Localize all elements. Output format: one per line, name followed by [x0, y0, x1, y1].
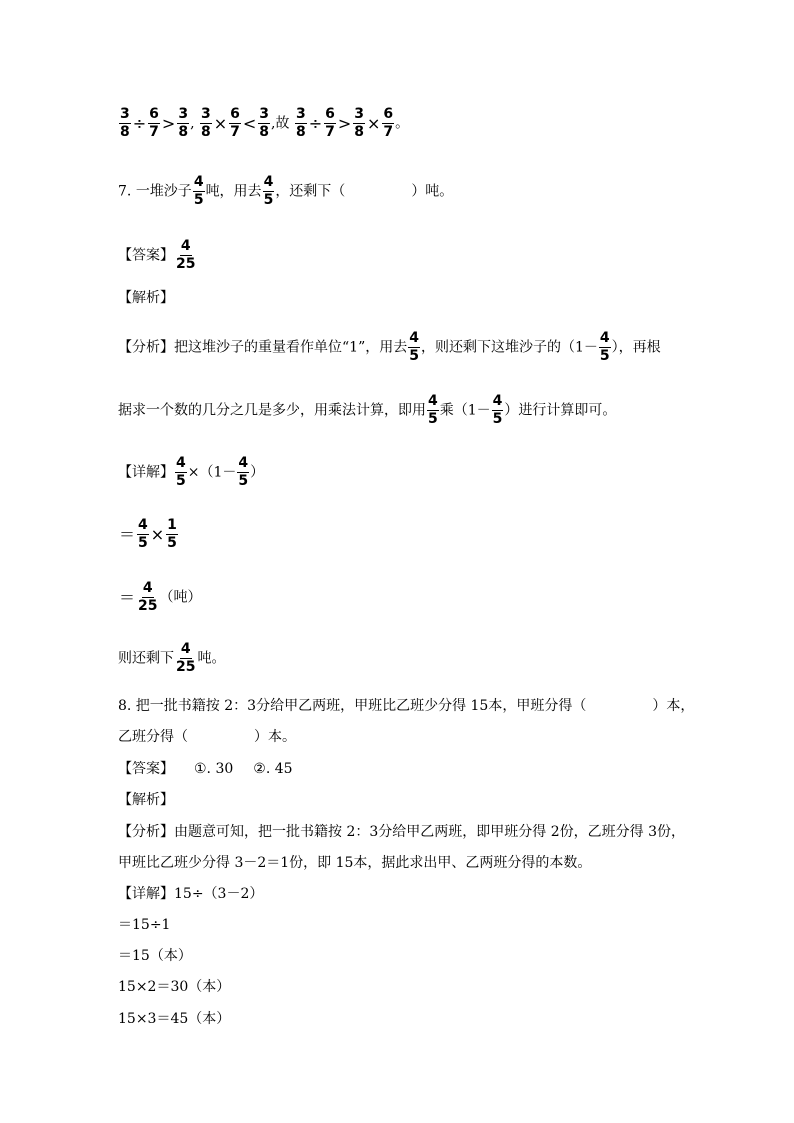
fraction: $\frac{4}{5}$ — [176, 455, 186, 489]
fraction: $\frac{4}{5}$ — [428, 393, 438, 427]
fraction: $\frac{3}{8}$ — [200, 106, 211, 140]
fraction: $\frac{4}{25}$ — [138, 580, 158, 614]
fraction: $\frac{6}{7}$ — [230, 106, 240, 140]
fraction: $\frac{4}{5}$ — [409, 330, 419, 364]
analysis-heading-8: 【解析】 — [118, 792, 174, 808]
analysis-7-line2: 据求一个数的几分之几是多少，用乘法计算，即用 $\frac{4}{5}$ 乘（1－ $\frac{4}{5}$ ）进行计算即可。 — [118, 393, 617, 427]
fraction: $\frac{6}{7}$ — [149, 106, 159, 140]
detail-7-step1: 【详解】 $\frac{4}{5}$ ×（1－ $\frac{4}{5}$ ） — [118, 455, 265, 489]
fraction: $\frac{1}{5}$ — [167, 517, 177, 551]
analysis-7-line1: 【分析】把这堆沙子的重量看作单位“1”，用去 $\frac{4}{5}$ ，则还剩下这堆沙子的（1－ $\frac{4}{5}$ ），再根 — [118, 330, 661, 364]
question-8-line1: 8. 把一批书籍按 2：3分给甲乙两班，甲班比乙班少分得 15本，甲班分得（ ）本， — [118, 698, 695, 714]
detail-7-step3: ＝ $\frac{4}{25}$ （吨） — [119, 580, 202, 614]
fraction: $\frac{4}{5}$ — [492, 393, 503, 427]
conclusion-7: 则还剩下 $\frac{4}{25}$ 吨。 — [118, 641, 226, 675]
fraction: $\frac{3}{8}$ — [178, 106, 189, 140]
detail-8-step5: 15×3＝45（本） — [118, 1011, 231, 1027]
fraction: $\frac{4}{5}$ — [138, 517, 148, 551]
fraction: $\frac{4}{5}$ — [599, 330, 610, 364]
detail-8-step4: 15×2＝30（本） — [118, 979, 231, 995]
answer-7: 【答案】 $\frac{4}{25}$ — [118, 238, 196, 272]
fraction: $\frac{3}{8}$ — [259, 106, 270, 140]
top-formula: $\frac{3}{8}$ ÷ $\frac{6}{7}$ > $\frac{3}{8}$ , $\frac{3}{8}$ × $\frac{6}{7}$ < $\frac{3}{8}$ ,故 $\frac{3}{8}$ ÷ $\frac{6}{7}$ > $\frac{3}{8}$ × $\frac{6}{7}$ 。 — [120, 106, 410, 140]
fraction: $\frac{3}{8}$ — [120, 106, 130, 140]
fraction: $\frac{4}{5}$ — [238, 455, 249, 489]
fraction: $\frac{4}{25}$ — [176, 641, 196, 675]
analysis-8-line1: 【分析】由题意可知，把一批书籍按 2：3分给甲乙两班，即甲班分得 2份，乙班分得 3份， — [118, 824, 685, 840]
fraction: $\frac{6}{7}$ — [325, 106, 335, 140]
question-8-line2: 乙班分得（ ）本。 — [118, 729, 296, 745]
detail-7-step2: ＝ $\frac{4}{5}$ × $\frac{1}{5}$ — [119, 517, 177, 551]
fraction: $\frac{3}{8}$ — [354, 106, 364, 140]
fraction: $\frac{4}{5}$ — [193, 174, 204, 208]
analysis-heading-7: 【解析】 — [118, 290, 174, 306]
detail-8-step2: ＝15÷1 — [118, 917, 171, 933]
fraction: $\frac{3}{8}$ — [295, 106, 306, 140]
fraction: $\frac{4}{25}$ — [176, 238, 196, 272]
fraction: $\frac{4}{5}$ — [263, 174, 274, 208]
answer-8: 【答案】 ①. 30 ②. 45 — [118, 761, 293, 777]
detail-8-step1: 【详解】15÷（3－2） — [118, 886, 264, 902]
fraction: $\frac{6}{7}$ — [383, 106, 394, 140]
analysis-8-line2: 甲班比乙班少分得 3－2＝1份，即 15本，据此求出甲、乙两班分得的本数。 — [118, 855, 592, 871]
question-7: 7. 一堆沙子 $\frac{4}{5}$ 吨，用去 $\frac{4}{5}$ ，还剩下（ ）吨。 — [118, 174, 454, 208]
detail-8-step3: ＝15（本） — [118, 948, 192, 964]
